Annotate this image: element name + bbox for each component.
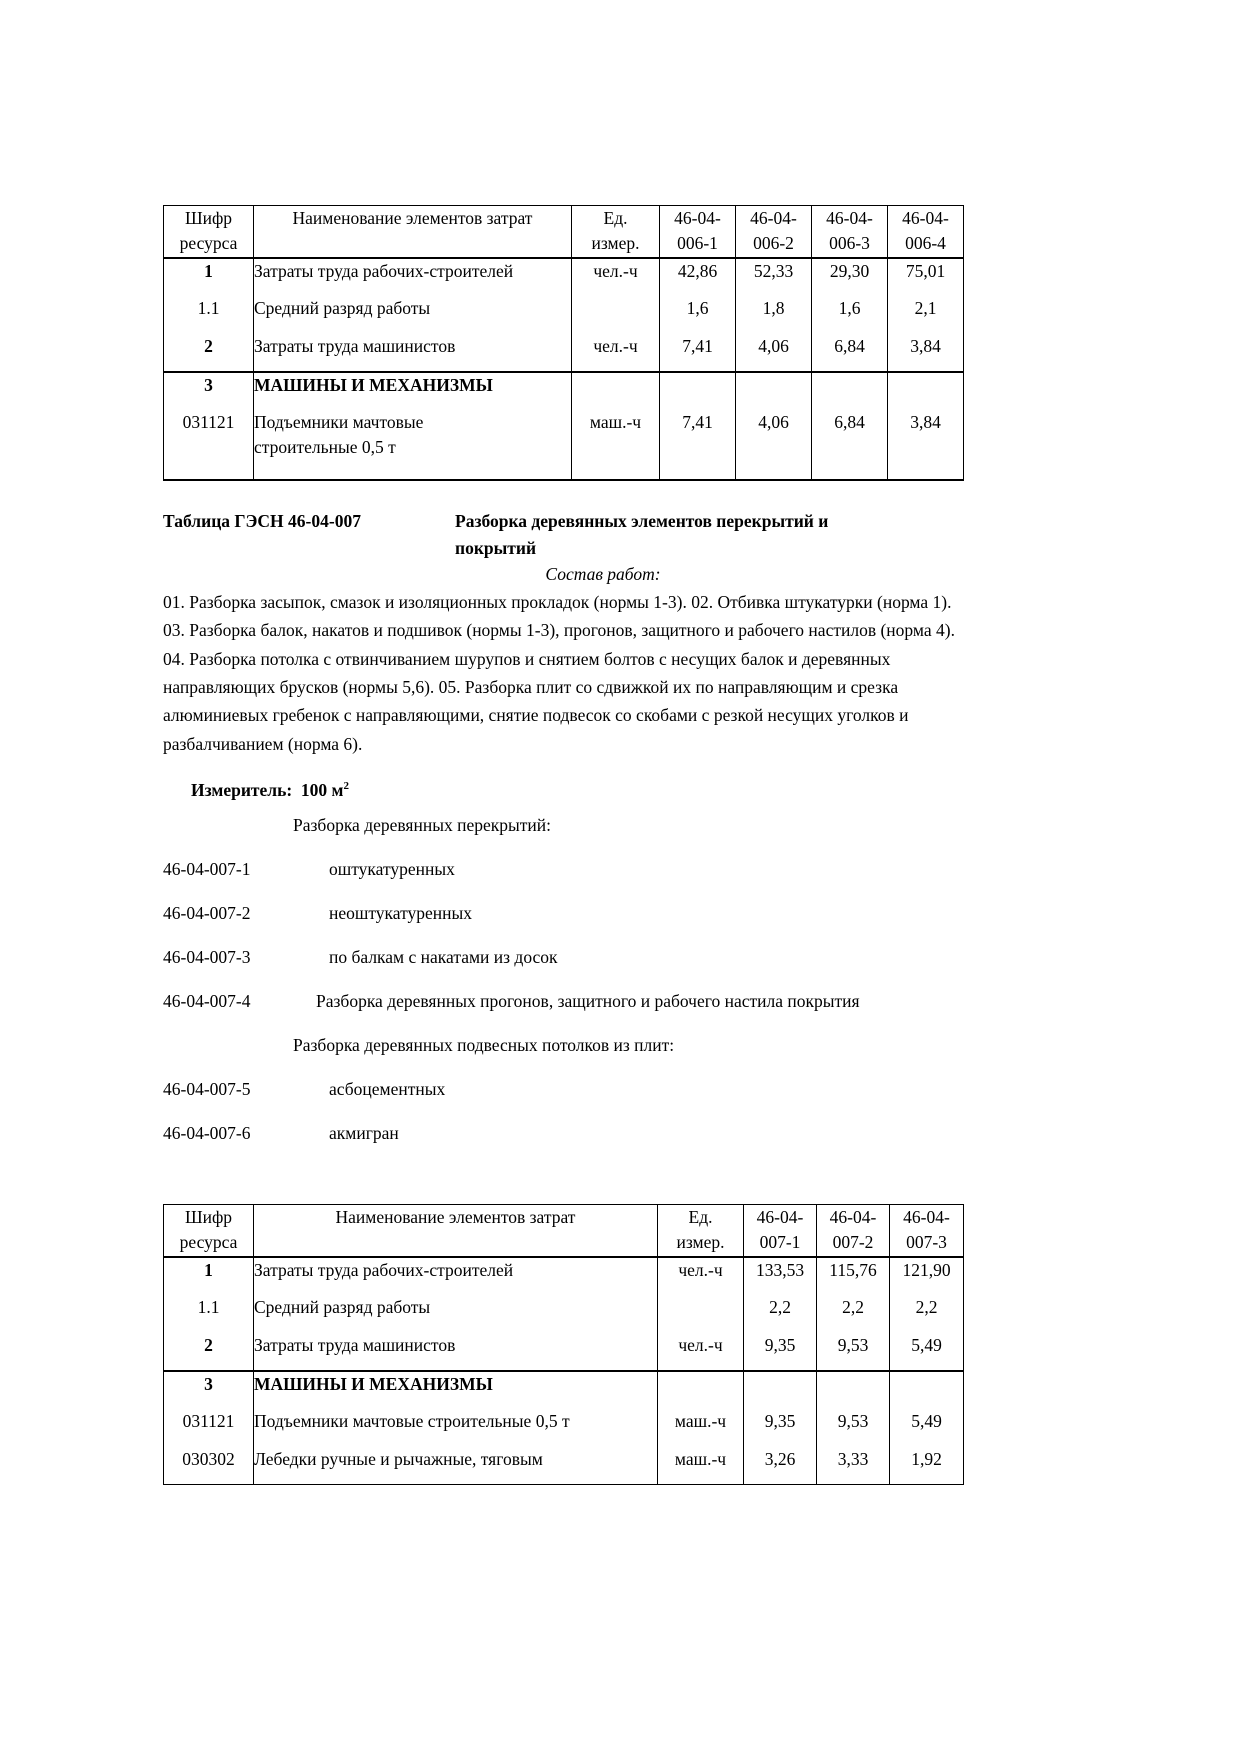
table-label: Таблица ГЭСН 46-04-007	[163, 510, 361, 531]
cell-unit: чел.-ч	[572, 334, 660, 372]
cell-name: МАШИНЫ И МЕХАНИЗМЫ	[254, 1371, 658, 1409]
table-title	[455, 508, 963, 562]
header-unit-line1: Ед.	[603, 208, 628, 228]
cell-value: 52,33	[736, 258, 812, 296]
norm-suffix: 007-2	[832, 1232, 874, 1253]
cell-value: 9,53	[817, 1409, 890, 1447]
cell-unit: чел.-ч	[572, 258, 660, 296]
cell-value: 3,84	[888, 334, 964, 372]
code-description: асбоцементных	[329, 1079, 446, 1100]
cell-value: 7,41	[660, 410, 736, 480]
sostav-rabot-text: 01. Разборка засыпок, смазок и изоляционных прокладок (нормы 1-3). 02. Отбивка штукатурки (норма 1). 03. Разборка балок, накатов и подшивок (нормы 1-3), прогонов, защитного и рабочего настилов (норма 4). 04. Разборка потолка с отвинчиванием шурупов и снятием болтов с несущих балок и деревянных направляющих брусков (нормы 5,6). 05. Разборка плит со сдвижкой их по направляющим и срезка алюминиевых гребенок с направляющими, снятие подвесок со скобами с резкой несущих уголков и разбалчиванием (норма 6).	[163, 592, 955, 754]
header-cell-name	[254, 206, 572, 258]
header-cell-code	[164, 206, 254, 258]
cell-code: 1	[164, 1257, 254, 1295]
cell-name-line2: строительные 0,5 т	[254, 437, 396, 458]
izmeritel-superscript: 2	[343, 780, 349, 793]
cell-code: 2	[164, 334, 254, 372]
header-cell-norm-2	[817, 1205, 890, 1257]
table-header-row	[164, 206, 964, 258]
izmeritel-label: Измеритель:	[191, 780, 293, 801]
cell-code: 1.1	[164, 1295, 254, 1333]
cell-value	[736, 372, 812, 410]
cell-value: 5,49	[890, 1333, 964, 1371]
cell-value: 3,33	[817, 1447, 890, 1485]
code-number: 46-04-007-3	[163, 947, 251, 968]
cell-code: 030302	[164, 1447, 254, 1485]
cell-unit: чел.-ч	[658, 1333, 744, 1371]
cell-value: 2,1	[888, 296, 964, 334]
cell-name: Затраты труда рабочих-строителей	[254, 1257, 658, 1295]
cell-value: 9,35	[744, 1409, 817, 1447]
code-number: 46-04-007-6	[163, 1123, 251, 1144]
table-row	[164, 296, 964, 334]
cell-value	[817, 1371, 890, 1409]
norm-suffix: 007-3	[906, 1232, 947, 1253]
cell-value	[890, 1371, 964, 1409]
code-number: 46-04-007-1	[163, 859, 251, 880]
cell-value	[812, 372, 888, 410]
izmeritel-line	[163, 780, 963, 801]
code-number: 46-04-007-5	[163, 1079, 251, 1100]
table-row	[164, 258, 964, 296]
cell-value: 6,84	[812, 410, 888, 480]
header-code-line2: ресурса	[179, 1232, 238, 1253]
cell-unit: маш.-ч	[658, 1409, 744, 1447]
header-code-line1: Шифр	[184, 1207, 233, 1228]
table-row	[164, 1295, 964, 1333]
subheading-potolkov: Разборка деревянных подвесных потолков из плит:	[293, 1035, 675, 1056]
cell-value: 6,84	[812, 334, 888, 372]
norm-prefix: 46-04-	[756, 1207, 804, 1228]
cell-value: 9,35	[744, 1333, 817, 1371]
table-row	[164, 410, 964, 480]
cell-name: Средний разряд работы	[254, 296, 572, 334]
cell-unit	[658, 1371, 744, 1409]
norm-suffix: 006-4	[905, 233, 946, 254]
cell-name: Средний разряд работы	[254, 1295, 658, 1333]
page-content	[163, 205, 963, 1485]
cell-value	[744, 1371, 817, 1409]
code-description: по балкам с накатами из досок	[329, 947, 558, 968]
table-row	[164, 334, 964, 372]
norm-prefix: 46-04-	[674, 208, 721, 228]
cell-name: Подъемники мачтовые строительные 0,5 т	[254, 1409, 658, 1447]
cell-unit: маш.-ч	[658, 1447, 744, 1485]
code-list-item	[163, 859, 963, 880]
cell-value	[888, 372, 964, 410]
cell-name: Затраты труда машинистов	[254, 334, 572, 372]
norm-prefix: 46-04-	[902, 208, 949, 228]
norm-prefix: 46-04-	[829, 1207, 877, 1228]
cell-value: 1,6	[660, 296, 736, 334]
header-cell-norm-1	[660, 206, 736, 258]
cell-unit	[658, 1295, 744, 1333]
cell-value: 75,01	[888, 258, 964, 296]
code-list-item	[163, 947, 963, 968]
table-row-section	[164, 372, 964, 410]
header-code-line1: Шифр	[184, 208, 233, 228]
cell-value: 1,92	[890, 1447, 964, 1485]
cell-code: 1.1	[164, 296, 254, 334]
code-list-item	[163, 991, 963, 1012]
header-name-label: Наименование элементов затрат	[292, 208, 533, 228]
header-cell-norm-1	[744, 1205, 817, 1257]
norm-prefix: 46-04-	[826, 208, 873, 228]
cell-value: 7,41	[660, 334, 736, 372]
header-cell-name	[254, 1205, 658, 1257]
header-cell-norm-3	[890, 1205, 964, 1257]
cell-unit: чел.-ч	[658, 1257, 744, 1295]
cell-value: 2,2	[817, 1295, 890, 1333]
code-list-item	[163, 903, 963, 924]
code-list-item	[163, 1123, 963, 1144]
cell-name: Затраты труда рабочих-строителей	[254, 258, 572, 296]
cell-code: 3	[164, 1371, 254, 1409]
cell-value: 133,53	[744, 1257, 817, 1295]
table-row	[164, 1257, 964, 1295]
header-cell-norm-4	[888, 206, 964, 258]
table-row	[164, 1333, 964, 1371]
norm-suffix: 006-2	[753, 233, 794, 254]
cell-value: 2,2	[744, 1295, 817, 1333]
table-title-line1: Разборка деревянных элементов перекрытий и	[455, 510, 829, 531]
code-number: 46-04-007-4	[163, 991, 251, 1012]
cell-value: 29,30	[812, 258, 888, 296]
code-number: 46-04-007-2	[163, 903, 251, 924]
code-description: неоштукатуренных	[329, 903, 472, 924]
resource-table-46-04-007	[163, 1204, 964, 1485]
cell-value: 42,86	[660, 258, 736, 296]
norm-suffix: 006-3	[829, 233, 870, 254]
cell-code: 031121	[164, 410, 254, 480]
norm-prefix: 46-04-	[750, 208, 797, 228]
cell-value: 3,26	[744, 1447, 817, 1485]
cell-name: МАШИНЫ И МЕХАНИЗМЫ	[254, 372, 572, 410]
cell-unit: маш.-ч	[572, 410, 660, 480]
spacer	[163, 1144, 963, 1174]
header-cell-unit	[658, 1205, 744, 1257]
cell-code: 3	[164, 372, 254, 410]
code-description: Разборка деревянных прогонов, защитного и рабочего настила покрытия	[316, 991, 860, 1012]
norm-suffix: 006-1	[677, 233, 718, 254]
header-unit-line2: измер.	[676, 1232, 725, 1253]
resource-table-46-04-006	[163, 205, 964, 481]
header-name-label: Наименование элементов затрат	[335, 1207, 576, 1228]
header-cell-norm-2	[736, 206, 812, 258]
header-cell-unit	[572, 206, 660, 258]
cell-value: 2,2	[890, 1295, 964, 1333]
cell-value: 1,8	[736, 296, 812, 334]
cell-value: 5,49	[890, 1409, 964, 1447]
cell-code: 1	[164, 258, 254, 296]
cell-value: 1,6	[812, 296, 888, 334]
cell-code: 2	[164, 1333, 254, 1371]
header-unit-line2: измер.	[591, 233, 640, 254]
izmeritel-value: 100 м	[300, 780, 344, 801]
table-header-row	[164, 1205, 964, 1257]
cell-name: Затраты труда машинистов	[254, 1333, 658, 1371]
sostav-rabot-label: Состав работ:	[545, 564, 661, 584]
section-title	[163, 508, 963, 562]
cell-value: 9,53	[817, 1333, 890, 1371]
norm-prefix: 46-04-	[903, 1207, 950, 1228]
cell-value: 121,90	[890, 1257, 964, 1295]
table-row-section	[164, 1371, 964, 1409]
cell-name: Лебедки ручные и рычажные, тяговым	[254, 1447, 658, 1485]
table-row	[164, 1447, 964, 1485]
cell-value: 4,06	[736, 410, 812, 480]
cell-name	[254, 410, 572, 480]
cell-value: 3,84	[888, 410, 964, 480]
table-row	[164, 1409, 964, 1447]
code-description: оштукатуренных	[329, 859, 455, 880]
cell-value	[660, 372, 736, 410]
cell-unit	[572, 296, 660, 334]
code-description: акмигран	[329, 1123, 399, 1144]
table-title-line2: покрытий	[455, 537, 537, 558]
cell-name-line1: Подъемники мачтовые	[254, 411, 424, 432]
norm-suffix: 007-1	[759, 1232, 801, 1253]
header-unit-line1: Ед.	[688, 1207, 713, 1228]
cell-code: 031121	[164, 1409, 254, 1447]
header-cell-norm-3	[812, 206, 888, 258]
subheading-perekrytiy: Разборка деревянных перекрытий:	[293, 815, 551, 836]
cell-value: 115,76	[817, 1257, 890, 1295]
header-code-line2: ресурса	[179, 233, 238, 254]
header-cell-code	[164, 1205, 254, 1257]
code-list-item	[163, 1079, 963, 1100]
cell-unit	[572, 372, 660, 410]
cell-value: 4,06	[736, 334, 812, 372]
